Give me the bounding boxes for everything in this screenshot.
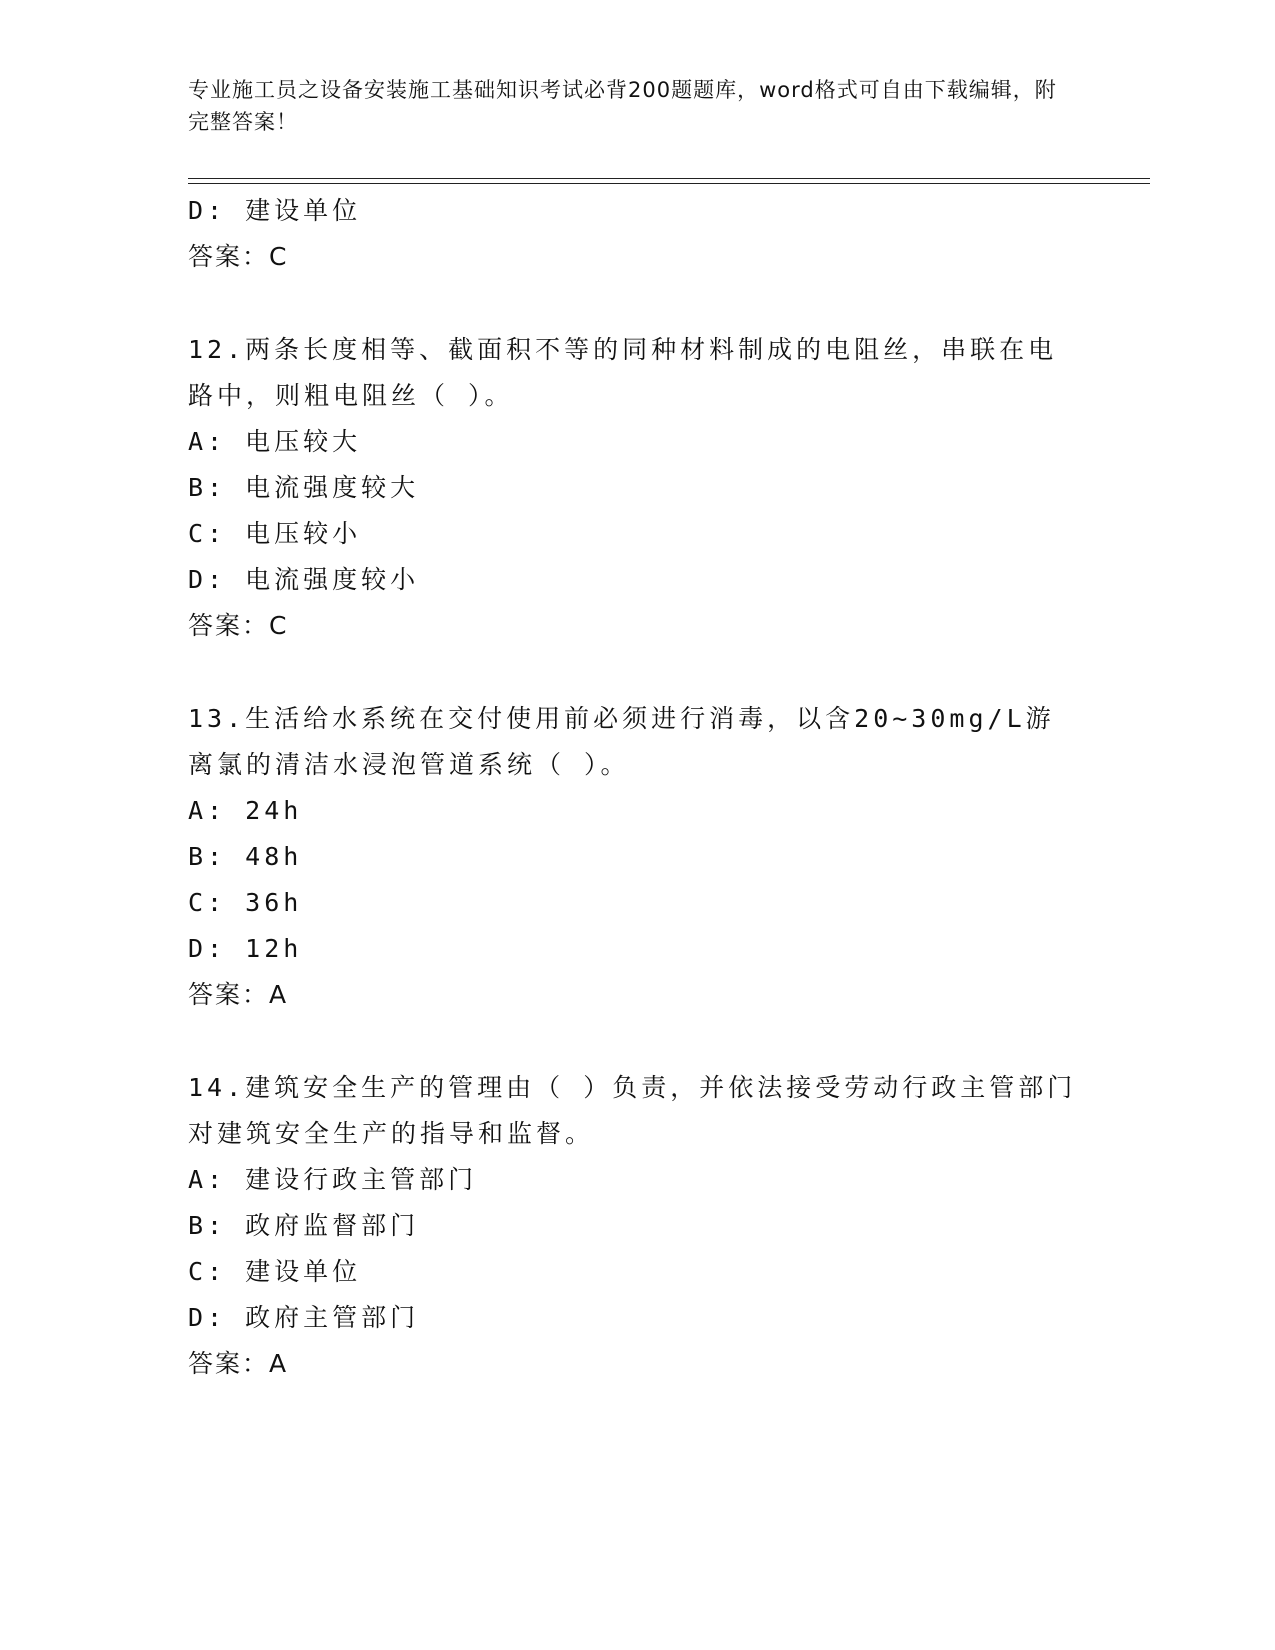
question-13 [188, 696, 1088, 1018]
question-stem: 14.建筑安全生产的管理由（ ）负责，并依法接受劳动行政主管部门对建筑安全生产的指导和监督。 [188, 1073, 1077, 1148]
option-c: C: 电压较小 [188, 519, 362, 548]
option-a: A: 建设行政主管部门 [188, 1165, 478, 1194]
option-d: D: 建设单位 [188, 196, 362, 225]
spacer [188, 1018, 1088, 1065]
option-a: A: 24h [188, 796, 303, 825]
option-c: C: 建设单位 [188, 1257, 362, 1286]
spacer [188, 280, 1088, 327]
question-stem: 12.两条长度相等、截面积不等的同种材料制成的电阻丝，串联在电路中，则粗电阻丝（ ）。 [188, 335, 1058, 410]
answer-line: 答案：C [188, 242, 289, 271]
question-14 [188, 1065, 1088, 1387]
option-b: B: 政府监督部门 [188, 1211, 420, 1240]
header-divider-bottom [188, 183, 1150, 184]
question-12 [188, 327, 1088, 649]
answer-line: 答案：C [188, 611, 289, 640]
option-a: A: 电压较大 [188, 427, 362, 456]
question-stem: 13.生活给水系统在交付使用前必须进行消毒，以含20~30mg/L游离氯的清洁水浸泡管道系统（ ）。 [188, 704, 1055, 779]
option-c: C: 36h [188, 888, 303, 917]
spacer [188, 649, 1088, 696]
option-d: D: 政府主管部门 [188, 1303, 420, 1332]
question-content [188, 188, 1088, 1387]
option-d: D: 电流强度较小 [188, 565, 420, 594]
answer-line: 答案：A [188, 980, 289, 1009]
option-b: B: 48h [188, 842, 303, 871]
previous-question-tail [188, 188, 1088, 280]
document-header-title: 专业施工员之设备安装施工基础知识考试必背200题题库，word格式可自由下载编辑，附完整答案！ [188, 78, 1057, 134]
answer-line: 答案：A [188, 1349, 289, 1378]
option-d: D: 12h [188, 934, 303, 963]
header-divider-top [188, 178, 1150, 179]
option-b: B: 电流强度较大 [188, 473, 420, 502]
